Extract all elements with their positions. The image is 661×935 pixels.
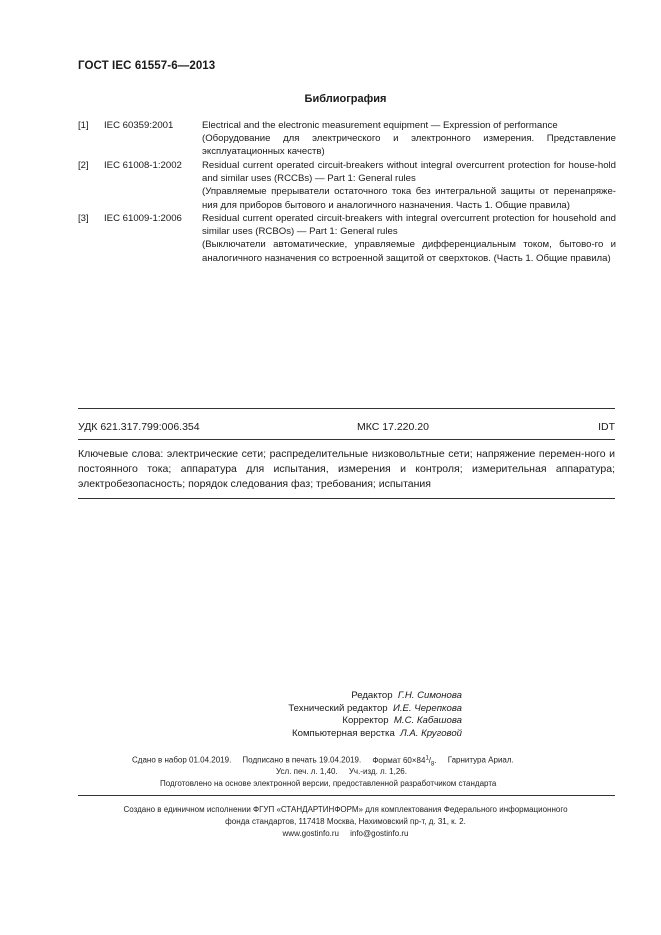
- entry-title-en: Electrical and the electronic measurement equipment — Expression of performance: [202, 120, 558, 131]
- credits-block: [200, 690, 462, 740]
- bibliography-entry: [78, 159, 616, 212]
- document-id: ГОСТ IEC 61557-6—2013: [78, 60, 216, 72]
- prepared-note: Подготовлено на основе электронной версии, предоставленной разработчиком стандарта: [160, 779, 497, 788]
- credit-name: Г.Н. Симонова: [397, 690, 462, 701]
- entry-title-ru: (Управляемые прерыватели остаточного тока без интегральной защиты от перенапряже-ния для приборов бытового и аналогичного назначения. Часть 1. Общие правила): [202, 186, 616, 211]
- credit-line: [200, 703, 462, 716]
- credit-role: Компьютерная верстка: [292, 727, 395, 739]
- entry-number: [3]: [78, 213, 89, 224]
- divider: [78, 498, 615, 499]
- credit-name: И.Е. Черепкова: [392, 702, 462, 714]
- sent-date: Сдано в набор 01.04.2019.: [132, 755, 232, 765]
- credit-name: Л.А. Круговой: [400, 727, 462, 739]
- credit-line: [200, 728, 462, 741]
- credit-role: Редактор: [351, 690, 393, 701]
- divider: [78, 408, 615, 409]
- credit-line: [200, 690, 462, 703]
- entry-title-en: Residual current operated circuit-breakers without integral overcurrent protection for house-hold and similar uses (RCCBs) — Part 1: General rules: [202, 160, 616, 185]
- footer-email[interactable]: info@gostinfo.ru: [350, 829, 409, 839]
- credit-role: Корректор: [342, 715, 389, 727]
- udk-code: УДК 621.317.799:006.354: [78, 421, 200, 433]
- footer: [0, 804, 661, 841]
- entry-title-ru: (Выключатели автоматические, управляемые дифференциальным током, бытово-го и аналогичного назначения со встроенной защитой от сверхтоков. (Часть 1. Общие правила): [202, 239, 616, 264]
- print-sheets: Усл. печ. л. 1,40.: [276, 767, 338, 776]
- bibliography-title: Библиография: [304, 93, 387, 105]
- publication-line: [276, 767, 407, 776]
- keywords: Ключевые слова: электрические сети; распределительные низковольтные сети; напряжение перемен-ного и постоянного тока; аппаратура для испытания, измерения и контроля; измерительная аппаратура; электробезопасность; порядок следования фаз; требования; испытания: [78, 448, 615, 491]
- signed-date: Подписано в печать 19.04.2019.: [242, 755, 362, 765]
- footer-contacts: [30, 828, 661, 840]
- credit-name: М.С. Кабашова: [393, 715, 462, 727]
- entry-standard-code: IEC 61008-1:2002: [104, 160, 182, 171]
- entry-standard-code: IEC 61009-1:2006: [104, 213, 182, 224]
- credit-line: [200, 715, 462, 728]
- idt-label: IDT: [598, 421, 615, 433]
- entry-title-en: Residual current operated circuit-breakers with integral overcurrent protection for household and similar uses (RCBOs) — Part 1: General rules: [202, 213, 616, 238]
- entry-number: [1]: [78, 120, 89, 131]
- publishing-sheets: Уч.-изд. л. 1,26.: [348, 767, 407, 776]
- bibliography-entry: [78, 119, 616, 159]
- bibliography-entry: [78, 212, 616, 265]
- footer-website[interactable]: www.gostinfo.ru: [282, 829, 339, 839]
- credit-role: Технический редактор: [288, 702, 388, 714]
- format: Формат $60\times 84^1/_8$.: [372, 755, 437, 768]
- publication-line: [132, 755, 514, 767]
- footer-line: Создано в единичном исполнении ФГУП «СТАНДАРТИНФОРМ» для комплектования Федерального информационного: [123, 805, 568, 814]
- entry-number: [2]: [78, 160, 89, 171]
- divider: [78, 795, 615, 796]
- divider: [78, 439, 615, 440]
- footer-line: фонда стандартов, 117418 Москва, Нахимовский пр-т, д. 31, к. 2.: [225, 817, 466, 827]
- font-info: Гарнитура Ариал.: [447, 755, 514, 765]
- entry-title-ru: (Оборудование для электрического и электронного измерения. Представление эксплуатационных качеств): [202, 133, 616, 158]
- entry-standard-code: IEC 60359:2001: [104, 120, 174, 131]
- mks-code: МКС 17.220.20: [357, 421, 429, 433]
